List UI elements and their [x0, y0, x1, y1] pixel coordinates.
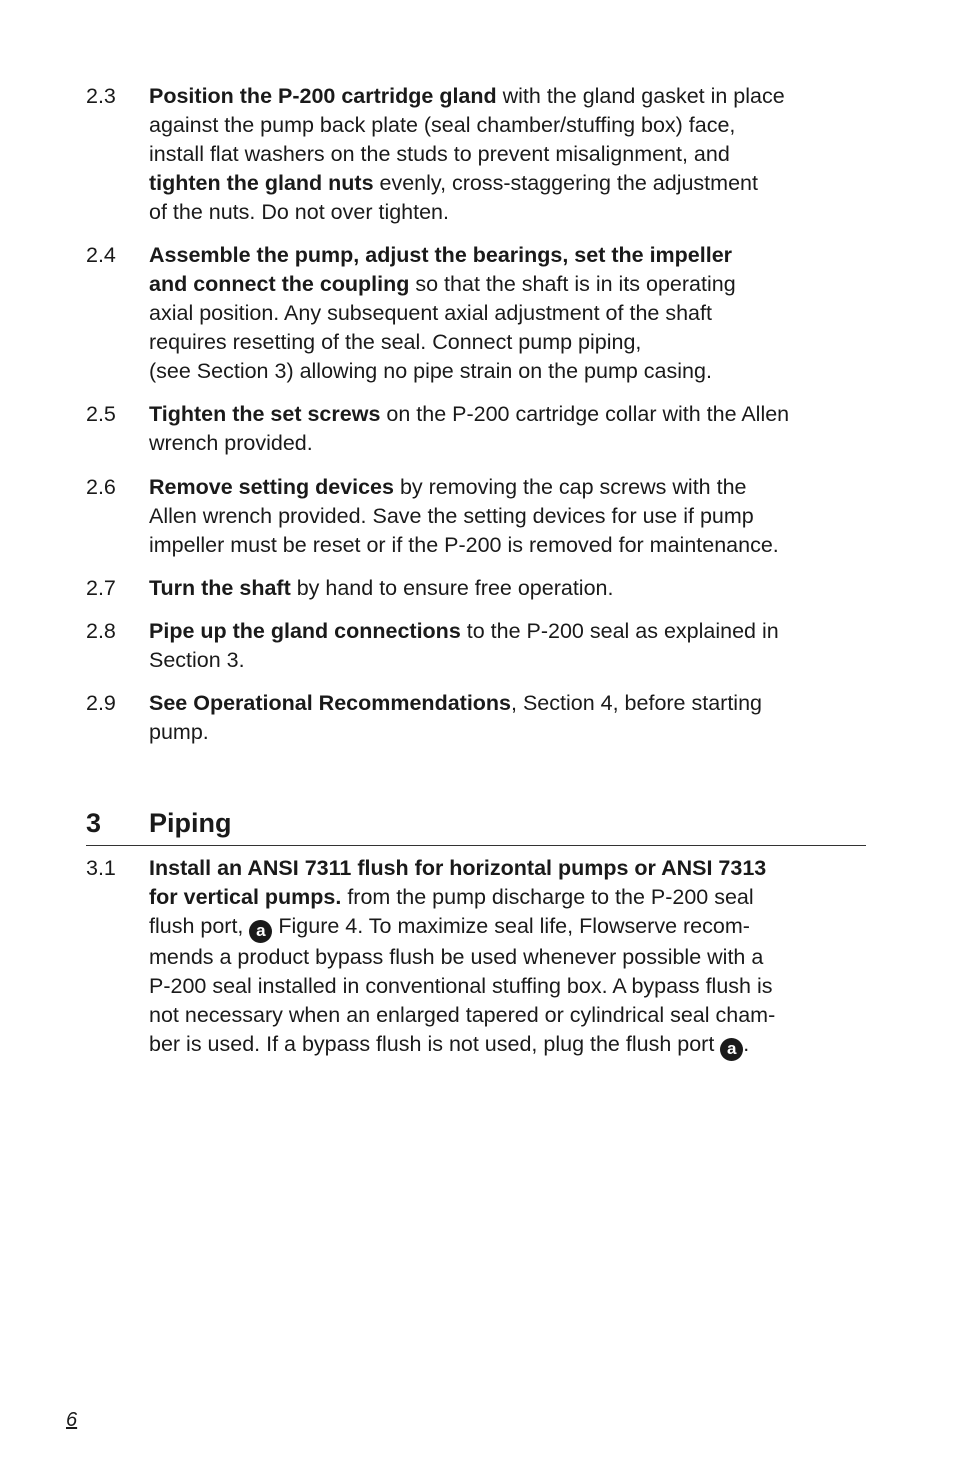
plain-text: requires resetting of the seal. Connect pump piping,: [149, 330, 642, 354]
text-line: [149, 718, 876, 747]
text-line: [149, 854, 876, 883]
step-2-8: [86, 617, 876, 675]
plain-text: against the pump back plate (seal chamber/stuffing box) face,: [149, 113, 736, 137]
text-line: [149, 912, 876, 943]
step-text: [149, 689, 876, 747]
section-number: 3: [86, 808, 102, 838]
text-line: [149, 357, 876, 386]
text-line: [149, 169, 876, 198]
plain-text: by removing the cap screws with the: [393, 475, 747, 499]
step-number: 2.4: [86, 243, 116, 267]
plain-text: Section 3.: [149, 648, 245, 672]
step-text: [149, 854, 876, 1061]
step-number: 2.3: [86, 84, 116, 108]
text-line: [149, 400, 876, 429]
plain-text: Allen wrench provided. Save the setting devices for use if pump: [149, 504, 754, 528]
bold-text: tighten the gland nuts: [149, 171, 374, 195]
text-line: [149, 198, 876, 227]
text-line: [149, 617, 876, 646]
step-text: [149, 574, 876, 603]
step-2-4: [86, 241, 876, 386]
plain-text: .: [743, 1032, 750, 1056]
plain-text: Figure 4. To maximize seal life, Flowserve recom-: [272, 914, 750, 938]
plain-text: axial position. Any subsequent axial adjustment of the shaft: [149, 301, 712, 325]
step-number: 2.8: [86, 619, 116, 643]
plain-text: so that the shaft is in its operating: [409, 272, 736, 296]
bold-text: for vertical pumps.: [149, 885, 342, 909]
section-heading-piping: [86, 805, 866, 846]
plain-text: impeller must be reset or if the P-200 is removed for maintenance.: [149, 533, 779, 557]
page-number: 6: [66, 1409, 78, 1431]
step-number: 2.7: [86, 576, 116, 600]
plain-text: by hand to ensure free operation.: [290, 576, 614, 600]
step-number: 2.5: [86, 402, 116, 426]
bold-text: and connect the coupling: [149, 272, 410, 296]
text-line: [149, 299, 876, 328]
plain-text: of the nuts. Do not over tighten.: [149, 200, 449, 224]
text-line: mends a product bypass flush be used whenever possible with a: [149, 945, 764, 969]
plain-text: pump.: [149, 720, 209, 744]
step-text: [149, 400, 876, 458]
text-line: [149, 328, 876, 357]
step-2-6: [86, 473, 876, 560]
step-text: [149, 473, 876, 560]
bold-text: Position the P-200 cartridge gland: [149, 84, 497, 108]
plain-text: flush port,: [149, 914, 250, 938]
step-text: [149, 241, 876, 386]
plain-text: evenly, cross-staggering the adjustment: [373, 171, 758, 195]
step-3-1: [86, 854, 876, 1061]
text-line: [149, 883, 876, 912]
plain-text: to the P-200 seal as explained in: [460, 619, 779, 643]
step-number: 2.9: [86, 691, 116, 715]
text-line: [149, 82, 876, 111]
text-line: [149, 111, 876, 140]
callout-a-icon: a: [249, 920, 272, 943]
step-2-3: [86, 82, 876, 227]
text-line: [149, 241, 876, 270]
text-line: [149, 574, 876, 603]
text-line: [149, 473, 876, 502]
step-text: [149, 617, 876, 675]
text-line: [149, 502, 876, 531]
step-number: 3.1: [86, 856, 116, 880]
bold-text: Pipe up the gland connections: [149, 619, 461, 643]
text-line: [149, 1030, 876, 1061]
step-number: 2.6: [86, 475, 116, 499]
plain-text: ber is used. If a bypass flush is not used, plug the flush port: [149, 1032, 721, 1056]
text-line: P-200 seal installed in conventional stuffing box. A bypass flush is: [149, 974, 773, 998]
plain-text: , Section 4, before starting: [511, 691, 762, 715]
step-2-7: [86, 574, 876, 603]
bold-text: Assemble the pump, adjust the bearings, set the impeller: [149, 243, 733, 267]
plain-text: with the gland gasket in place: [496, 84, 785, 108]
text-line: [149, 531, 876, 560]
text-line: not necessary when an enlarged tapered or cylindrical seal cham-: [149, 1003, 776, 1027]
text-line: [149, 429, 876, 458]
text-line: [149, 646, 876, 675]
plain-text: wrench provided.: [149, 431, 313, 455]
callout-a-icon: a: [720, 1038, 743, 1061]
bold-text: Turn the shaft: [149, 576, 291, 600]
section-title: Piping: [149, 808, 232, 838]
plain-text: from the pump discharge to the P-200 seal: [341, 885, 754, 909]
step-text: [149, 82, 876, 227]
text-line: [149, 140, 876, 169]
text-line: [149, 689, 876, 718]
bold-text: Remove setting devices: [149, 475, 394, 499]
step-2-5: [86, 400, 876, 458]
text-line: [149, 270, 876, 299]
plain-text: install flat washers on the studs to prevent misalignment, and: [149, 142, 730, 166]
plain-text: on the P-200 cartridge collar with the Allen: [380, 402, 790, 426]
plain-text: (see Section 3) allowing no pipe strain on the pump casing.: [149, 359, 712, 383]
step-2-9: [86, 689, 876, 747]
bold-text: Tighten the set screws: [149, 402, 381, 426]
bold-text: Install an ANSI 7311 flush for horizontal pumps or ANSI 7313: [149, 856, 767, 880]
bold-text: See Operational Recommendations: [149, 691, 512, 715]
